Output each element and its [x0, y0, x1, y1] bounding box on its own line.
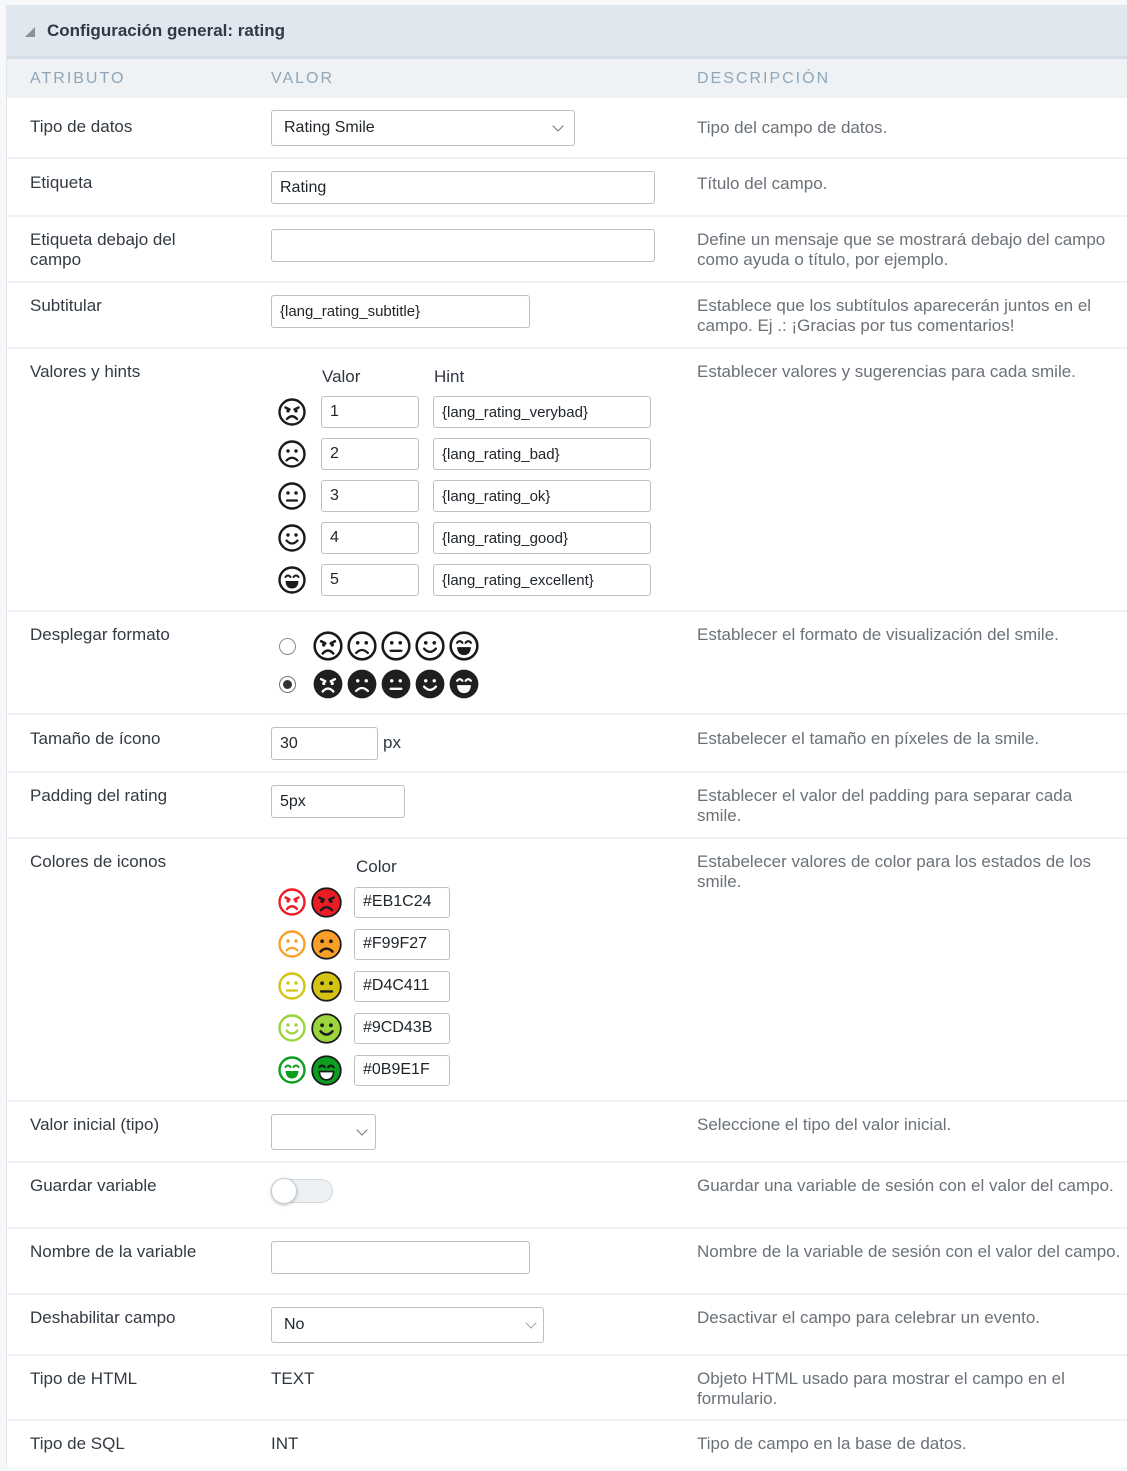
very-bad-face-filled-icon: [312, 668, 344, 700]
row-desc: Tipo del campo de datos.: [697, 118, 888, 137]
sql-type-value: INT: [271, 1434, 299, 1453]
row-tipo-datos: [7, 98, 1127, 159]
excellent-face-icon: [448, 630, 480, 662]
color-row: [271, 1007, 697, 1049]
value-hint-row: [271, 391, 697, 433]
chevron-down-icon: [525, 1317, 536, 1328]
hint-input[interactable]: {lang_rating_bad}: [433, 438, 651, 470]
chevron-down-icon: [356, 1124, 367, 1135]
very-bad-face-icon: [277, 397, 307, 427]
collapse-triangle-icon[interactable]: [25, 27, 35, 37]
color-input[interactable]: #EB1C24: [354, 887, 450, 918]
value-hint-row: [271, 559, 697, 601]
ok-face-filled-icon: [310, 970, 343, 1003]
very-bad-face-icon: [312, 630, 344, 662]
value-input[interactable]: 2: [321, 438, 419, 470]
column-header-desc: DESCRIPCIÓN: [697, 69, 831, 87]
value-hint-row: [271, 517, 697, 559]
color-input[interactable]: #9CD43B: [354, 1013, 450, 1044]
row-desc: Establece que los subtítulos aparecerán juntos en el campo. Ej .: ¡Gracias por tus comentarios!: [697, 296, 1092, 335]
ok-face-outline-icon: [277, 971, 307, 1001]
hint-input[interactable]: {lang_rating_ok}: [433, 480, 651, 512]
format-filled-radio[interactable]: [279, 676, 296, 693]
column-headers: [7, 59, 1127, 98]
column-header-val: VALOR: [271, 69, 335, 87]
value-input[interactable]: 3: [321, 480, 419, 512]
row-desc: Objeto HTML usado para mostrar el campo en el formulario.: [697, 1369, 1065, 1408]
ok-face-icon: [380, 630, 412, 662]
row-label: Padding del rating: [30, 786, 168, 805]
row-padding: [7, 773, 1127, 839]
bad-face-icon: [346, 630, 378, 662]
row-desc: Estabelecer el tamaño en píxeles de la smile.: [697, 729, 1040, 748]
color-row: [271, 1049, 697, 1091]
value-input[interactable]: 4: [321, 522, 419, 554]
good-face-icon: [414, 630, 446, 662]
row-desplegar-formato: [7, 612, 1127, 715]
excellent-face-filled-icon: [448, 668, 480, 700]
save-variable-toggle[interactable]: [271, 1179, 333, 1203]
row-desc: Seleccione el tipo del valor inicial.: [697, 1115, 952, 1134]
row-deshabilitar: [7, 1295, 1127, 1356]
panel-header[interactable]: [7, 5, 1127, 59]
row-desc: Nombre de la variable de sesión con el valor del campo.: [697, 1242, 1121, 1261]
row-nombre-variable: [7, 1229, 1127, 1295]
bad-face-filled-icon: [346, 668, 378, 700]
row-desc: Guardar una variable de sesión con el valor del campo.: [697, 1176, 1114, 1195]
col-color-header: Color: [356, 857, 397, 876]
color-row: [271, 881, 697, 923]
bad-face-icon: [277, 439, 307, 469]
row-label: Tipo de SQL: [30, 1434, 125, 1453]
hint-input[interactable]: {lang_rating_excellent}: [433, 564, 651, 596]
row-valor-inicial: [7, 1102, 1127, 1163]
row-label: Colores de iconos: [30, 852, 167, 871]
hint-input[interactable]: {lang_rating_verybad}: [433, 396, 651, 428]
ok-face-icon: [277, 481, 307, 511]
value-input[interactable]: 1: [321, 396, 419, 428]
row-label: Etiqueta debajo del campo: [30, 230, 176, 269]
row-label: Tipo de datos: [30, 117, 133, 136]
col-hint-header: Hint: [434, 367, 465, 386]
label-below-input[interactable]: [271, 229, 655, 262]
initial-value-select[interactable]: [271, 1114, 376, 1150]
unit-label: px: [383, 733, 401, 752]
row-label: Nombre de la variable: [30, 1242, 197, 1261]
row-desc: Establecer el valor del padding para separar cada smile.: [697, 786, 1073, 825]
good-face-outline-icon: [277, 1013, 307, 1043]
value-hint-row: [271, 433, 697, 475]
subtitle-input[interactable]: {lang_rating_subtitle}: [271, 295, 530, 328]
format-option-outline[interactable]: [271, 628, 697, 664]
row-tamano-icono: [7, 715, 1127, 773]
row-desc: Desactivar el campo para celebrar un evento.: [697, 1308, 1041, 1327]
row-etiqueta-debajo: [7, 217, 1127, 283]
very-bad-face-outline-icon: [277, 887, 307, 917]
variable-name-input[interactable]: [271, 1241, 530, 1274]
good-face-filled-icon: [414, 668, 446, 700]
row-valores-hints: [7, 349, 1127, 612]
color-row: [271, 965, 697, 1007]
good-face-filled-icon: [310, 1012, 343, 1045]
color-input[interactable]: #0B9E1F: [354, 1055, 450, 1086]
row-label: Valores y hints: [30, 362, 141, 381]
format-option-filled[interactable]: [271, 664, 697, 704]
select-value: No: [284, 1316, 305, 1333]
label-input[interactable]: Rating: [271, 171, 655, 204]
excellent-face-outline-icon: [277, 1055, 307, 1085]
color-input[interactable]: #F99F27: [354, 929, 450, 960]
very-bad-face-filled-icon: [310, 886, 343, 919]
excellent-face-icon: [277, 565, 307, 595]
excellent-face-filled-icon: [310, 1054, 343, 1087]
color-row: [271, 923, 697, 965]
row-tipo-html: [7, 1356, 1127, 1421]
padding-input[interactable]: 5px: [271, 785, 405, 818]
chevron-down-icon: [552, 120, 563, 131]
hint-input[interactable]: {lang_rating_good}: [433, 522, 651, 554]
row-tipo-sql: [7, 1421, 1127, 1471]
row-desc: Establecer valores y sugerencias para cada smile.: [697, 362, 1076, 381]
row-label: Guardar variable: [30, 1176, 157, 1195]
toggle-knob: [271, 1178, 297, 1204]
row-label: Tipo de HTML: [30, 1369, 138, 1388]
select-value: Rating Smile: [284, 119, 375, 136]
disable-field-select[interactable]: [271, 1307, 544, 1343]
row-label: Desplegar formato: [30, 625, 170, 644]
row-label: Subtitular: [30, 296, 102, 315]
col-valor-header: Valor: [322, 367, 361, 386]
bad-face-outline-icon: [277, 929, 307, 959]
value-hint-row: [271, 475, 697, 517]
row-desc: Tipo de campo en la base de datos.: [697, 1434, 967, 1453]
row-colores: [7, 839, 1127, 1102]
row-desc: Define un mensaje que se mostrará debajo del campo como ayuda o título, por ejemplo.: [697, 230, 1106, 269]
format-outline-radio[interactable]: [279, 638, 296, 655]
row-label: Tamaño de ícono: [30, 729, 161, 748]
row-subtitular: [7, 283, 1127, 349]
value-input[interactable]: 5: [321, 564, 419, 596]
icon-size-input[interactable]: 30: [271, 727, 378, 760]
row-label: Deshabilitar campo: [30, 1308, 176, 1327]
row-desc: Establecer el formato de visualización del smile.: [697, 625, 1059, 644]
bad-face-filled-icon: [310, 928, 343, 961]
row-desc: Estabelecer valores de color para los estados de los smile.: [697, 852, 1092, 891]
color-input[interactable]: #D4C411: [354, 971, 450, 1002]
row-guardar-variable: [7, 1163, 1127, 1229]
config-panel: [6, 5, 1127, 1467]
panel-title: Configuración general: rating: [47, 20, 286, 40]
row-label: Etiqueta: [30, 173, 93, 192]
good-face-icon: [277, 523, 307, 553]
row-label: Valor inicial (tipo): [30, 1115, 160, 1134]
ok-face-filled-icon: [380, 668, 412, 700]
row-etiqueta: [7, 159, 1127, 217]
column-header-attr: ATRIBUTO: [30, 69, 126, 87]
data-type-select[interactable]: [271, 110, 575, 146]
html-type-value: TEXT: [271, 1369, 315, 1388]
row-desc: Título del campo.: [697, 174, 828, 193]
